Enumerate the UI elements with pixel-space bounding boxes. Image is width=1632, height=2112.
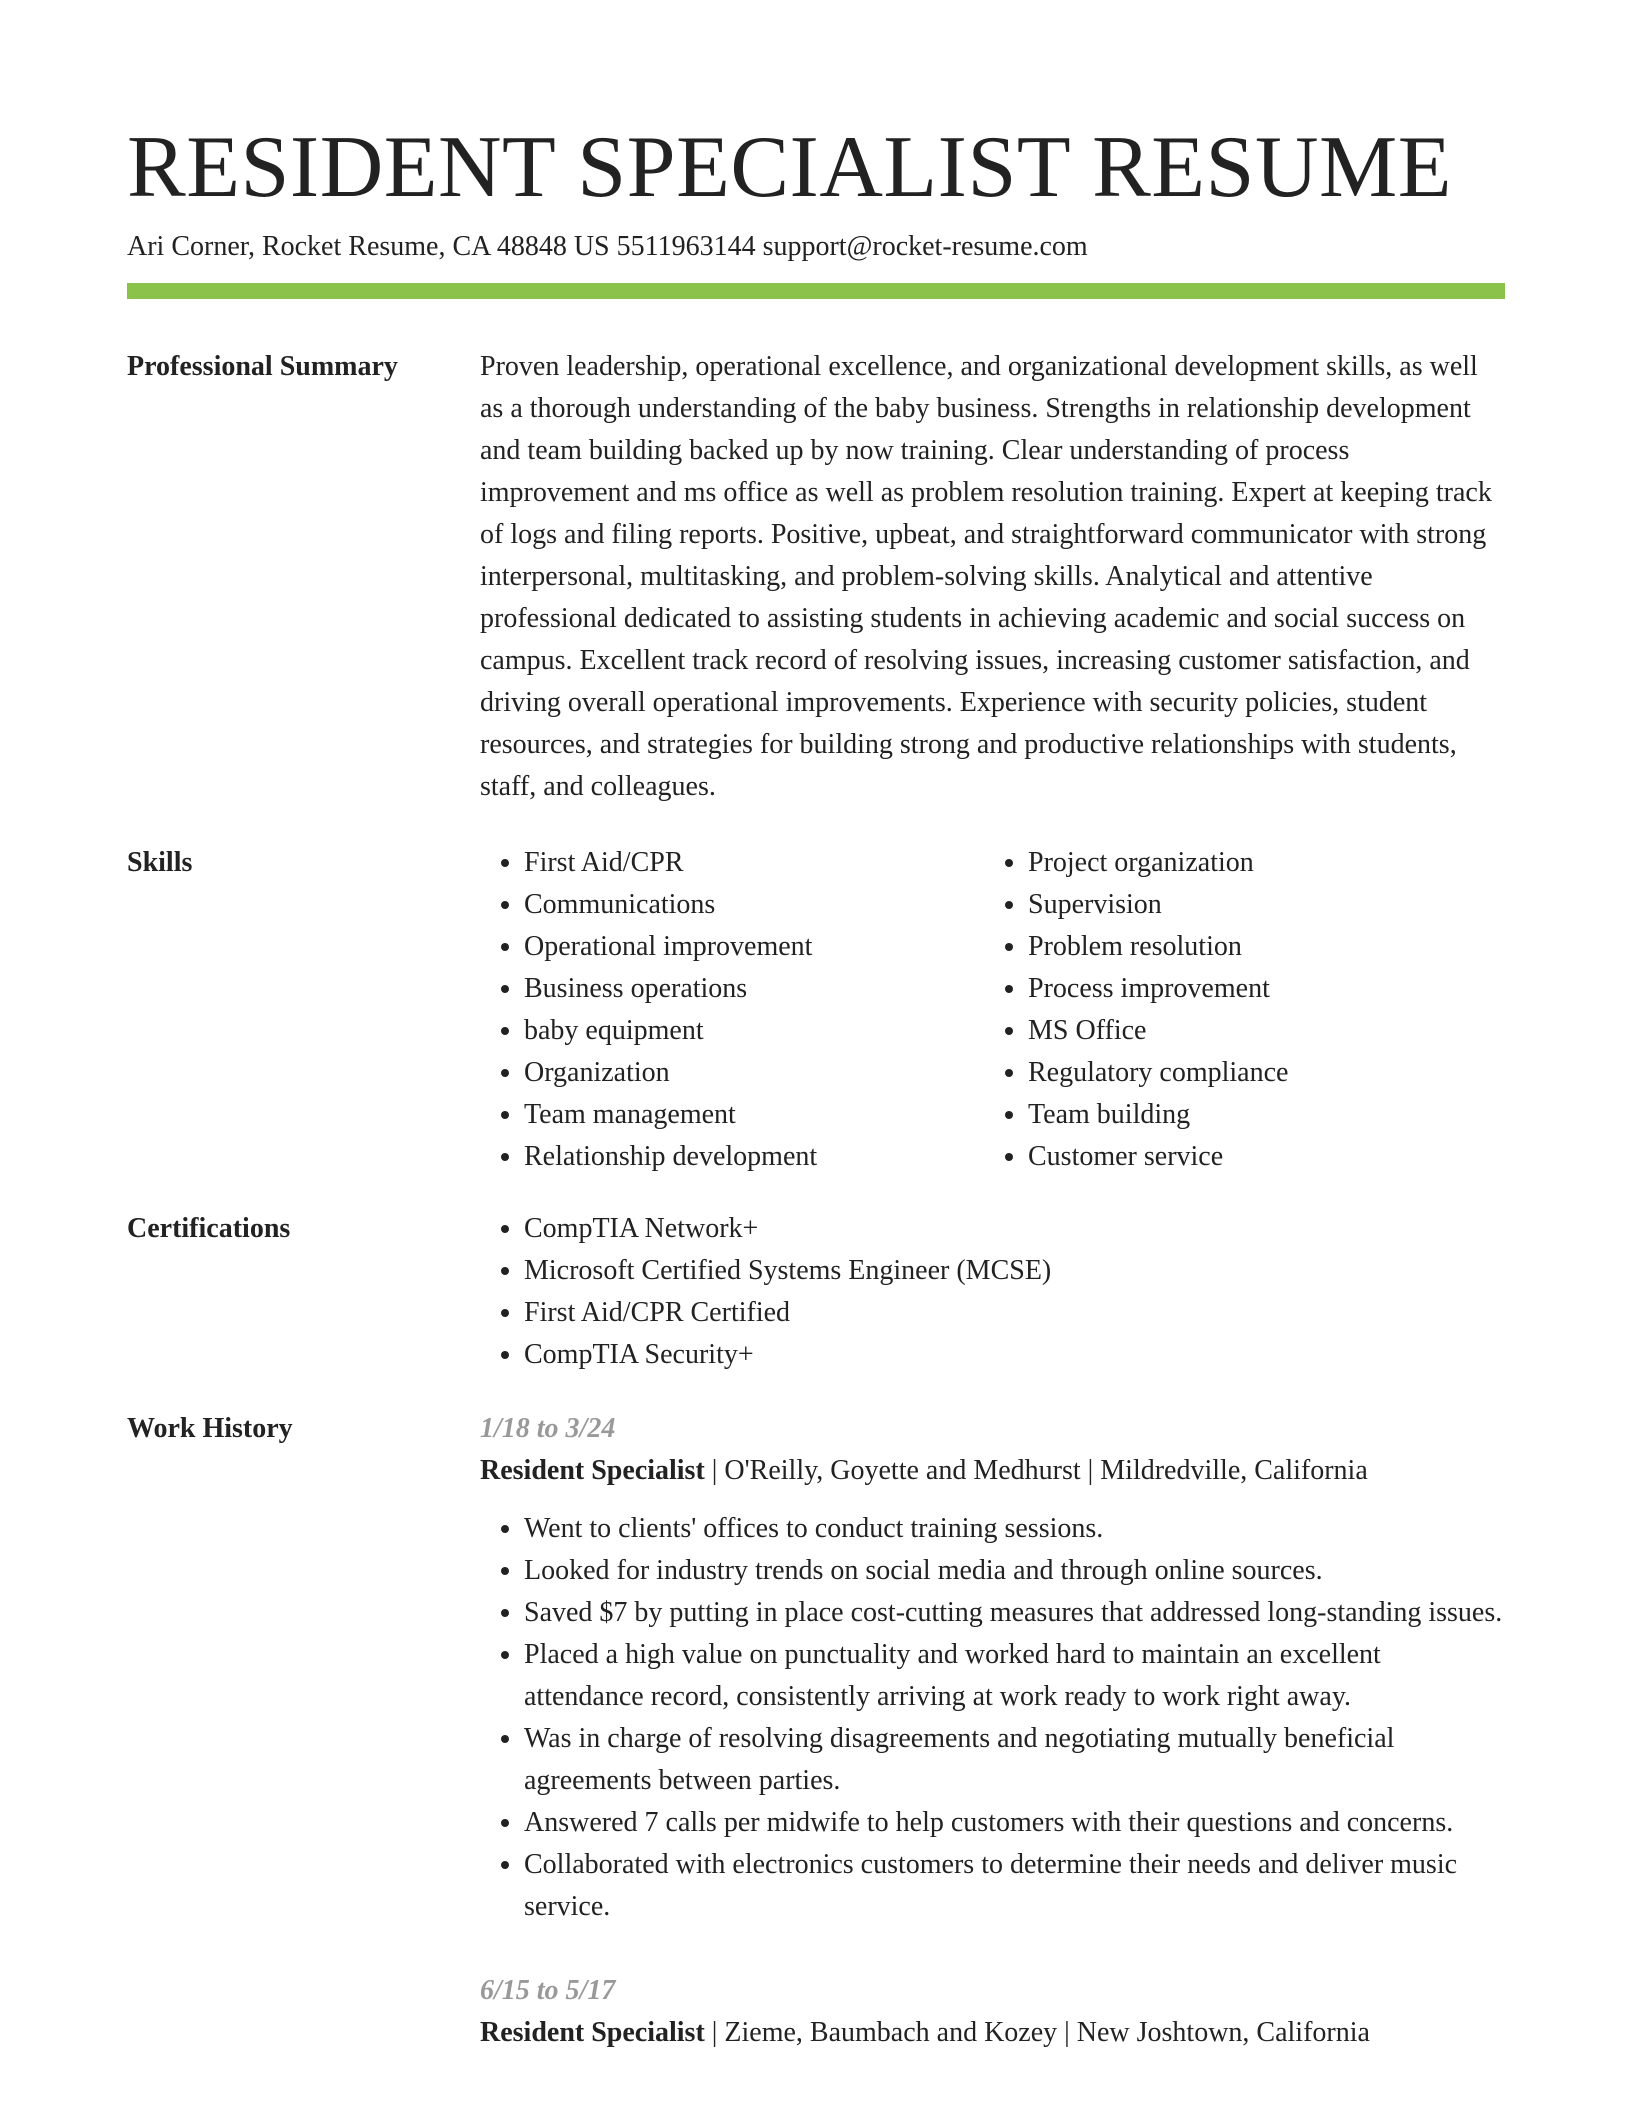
certifications-section [127,1208,1505,1376]
skill-item: • baby equipment [524,1010,984,1052]
job-duty: • Looked for industry trends on social media and through online sources. [524,1550,1505,1592]
job-dates: 1/18 to 3/24 [480,1413,616,1444]
job-entry [480,1408,1505,1928]
skill-item: • Business operations [524,968,984,1010]
skill-item: • Team management [524,1094,984,1136]
job-duty: • Placed a high value on punctuality and worked hard to maintain an excellent attendance record, consistently arriving at work ready to work right away. [524,1634,1505,1718]
job-duty: • Was in charge of resolving disagreements and negotiating mutually beneficial agreements between parties. [524,1718,1505,1802]
summary-text: Proven leadership, operational excellence, and organizational development skills, as well as a thorough understanding of the baby business. Strengths in relationship development and team building backed up by now training. Clear understanding of process improvement and ms office as well as problem resolution training. Expert at keeping track of logs and filing reports. Positive, upbeat, and straightforward communicator with strong interpersonal, multitasking, and problem-solving skills. Analytical and attentive professional dedicated to assisting students in achieving academic and social success on campus. Excellent track record of resolving issues, increasing customer satisfaction, and driving overall operational improvements. Experience with security policies, student resources, and strategies for building strong and productive relationships with students, staff, and colleagues. [480,351,1492,802]
job-employer-location: | Zieme, Baumbach and Kozey | New Joshtown, California [704,2017,1370,2048]
job-entry [480,1970,1505,2054]
job-title-line [480,2012,1505,2054]
skills-list-left [480,842,984,1178]
skill-item: • MS Office [1028,1010,1488,1052]
job-duty: • Saved $7 by putting in place cost-cutting measures that addressed long-standing issues. [524,1592,1505,1634]
job-duty: • Collaborated with electronics customers to determine their needs and deliver music service. [524,1844,1505,1928]
skill-item: • Operational improvement [524,926,984,968]
skill-item: • Problem resolution [1028,926,1488,968]
resume-title: RESIDENT SPECIALIST RESUME [127,119,1453,216]
job-dates: 6/15 to 5/17 [480,1975,616,2006]
contact-line: Ari Corner, Rocket Resume, CA 48848 US 5511963144 support@rocket-resume.com [127,231,1088,262]
certification-item: • CompTIA Network+ [524,1208,1505,1250]
skills-list-right [984,842,1488,1178]
skills-heading: Skills [127,847,193,878]
job-role: Resident Specialist [480,1455,705,1486]
certification-item: • Microsoft Certified Systems Engineer (MCSE) [524,1250,1505,1292]
certification-item: • First Aid/CPR Certified [524,1292,1505,1334]
skill-item: • Organization [524,1052,984,1094]
header-divider [127,283,1505,299]
job-role: Resident Specialist [480,2017,705,2048]
certification-item: • CompTIA Security+ [524,1334,1505,1376]
job-duty: • Answered 7 calls per midwife to help customers with their questions and concerns. [524,1802,1505,1844]
skills-section [127,842,1505,1178]
work-history-section [127,1408,1505,2096]
skill-item: • Customer service [1028,1136,1488,1178]
summary-section [127,346,1505,808]
job-duty: • Went to clients' offices to conduct training sessions. [524,1508,1505,1550]
skill-item: • Team building [1028,1094,1488,1136]
skill-item: • Communications [524,884,984,926]
skill-item: • Regulatory compliance [1028,1052,1488,1094]
job-employer-location: | O'Reilly, Goyette and Medhurst | Mildredville, California [704,1455,1368,1486]
skill-item: • First Aid/CPR [524,842,984,884]
skill-item: • Project organization [1028,842,1488,884]
certifications-list [480,1208,1505,1376]
summary-heading: Professional Summary [127,351,398,382]
skill-item: • Process improvement [1028,968,1488,1010]
work-history-heading: Work History [127,1413,293,1444]
job-duties-list [480,1508,1505,1928]
skill-item: • Relationship development [524,1136,984,1178]
job-title-line [480,1450,1505,1492]
skill-item: • Supervision [1028,884,1488,926]
certifications-heading: Certifications [127,1213,291,1244]
